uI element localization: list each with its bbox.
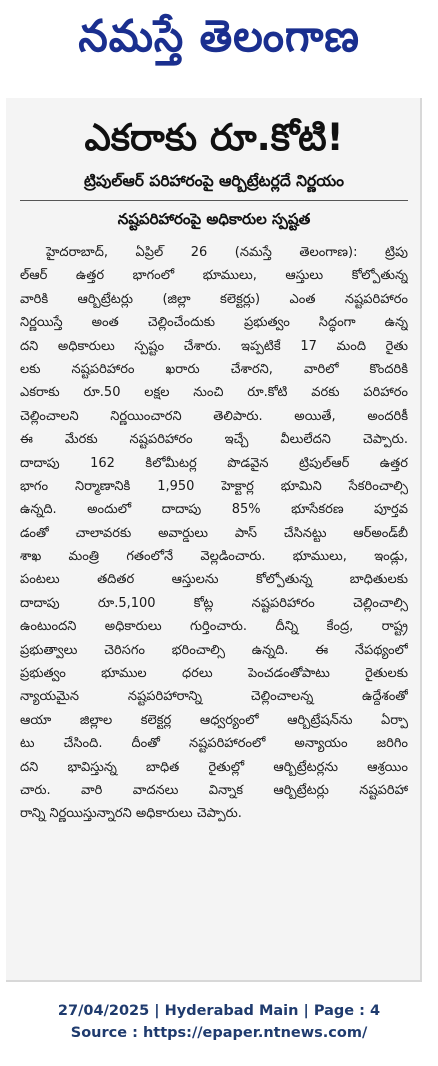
article-line: ఉంటుందని అధికారులు గుర్తించారు. దీన్ని కేంద్ర, రాష్ట్ర [20,619,408,635]
article-line: చారు. వారి వాదనలు విన్నాక ఆర్బిట్రేటర్లు నష్టపరిహా [20,782,408,798]
article-line: లకు నష్టపరిహారం ఖరారు చేశారని, వారిలో కొందరికి [20,361,408,377]
newspaper-masthead [0,0,438,84]
page-footer [0,1000,438,1044]
article-line: దని భావిస్తున్న బాధిత రైతుల్లో ఆర్బిట్రేటర్లను ఆశ్రయిం [20,759,408,775]
article-line: శాఖ మంత్రి గతంలోనే వెల్లడించారు. భూములు, ఇండ్లు, [20,549,408,565]
source-link[interactable]: Source : https://epaper.ntnews.com/ [70,1025,368,1041]
article-line: దాదాపు రూ.5,100 కోట్ల నష్టపరిహారం చెల్లించాల్సి [20,595,408,611]
article-line: దని అధికారులు స్పష్టం చేశారు. ఇప్పటికే 17 మంది రైతు [20,338,408,354]
divider [20,200,408,201]
article-headline: ఎకరాకు రూ.కోటి! [84,116,344,159]
article-subheadline: ట్రిపుల్‌ఆర్‌ పరిహారంపై ఆర్బిట్రేటర్లదే నిర్ణయం [83,172,345,190]
article-line: నిర్ణయిస్తే అంత చెల్లించేందుకు ప్రభుత్వం సిద్ధంగా ఉన్న [20,315,408,331]
article-line: హైదరాబాద్‌, ఏప్రిల్‌ 26 (నమస్తే తెలంగాణ): ట్రిపు [46,245,408,260]
article-line: ప్రభుత్వం భూముల ధరలు పెంచడంతోపాటు రైతులకు [20,666,408,682]
article-line: ఎకరాకు రూ.50 లక్షల నుంచి రూ.కోటి వరకు పరిహారం [20,385,408,401]
article-line: పంటలు తదితర ఆస్తులను కోల్పోతున్న బాధితులకు [20,572,408,588]
article-kicker: నష్టపరిహారంపై అధికారుల స్పష్టత [117,210,311,228]
article-line: ఉన్నది. అందులో దాదాపు 85% భూసేకరణ పూర్తవ [20,502,408,518]
article-line: ఆయా జిల్లాల కలెక్టర్ల ఆధ్వర్యంలో ఆర్బిట్రేషన్‌ను ఏర్పా [20,712,408,728]
article-line: డంతో చాలావరకు అవార్డులు పాస్‌ చేసినట్టు ఆర్‌అండ్‌బీ [20,525,408,541]
article-body [20,241,408,826]
article-line: ఈ మేరకు నష్టపరిహారం ఇచ్చే వీలులేదని చెప్పారు. [20,432,408,448]
article-line: దాదాపు 162 కిలోమీటర్ల పొడవైన ట్రిపుల్‌ఆర్‌ ఉత్తర [20,455,408,471]
article-line: వారికి ఆర్బిట్రేటర్లు (జిల్లా కలెక్టర్లు) ఎంత నష్టపరిహారం [20,291,408,307]
article-clipping [6,98,422,982]
edition-info: 27/04/2025 | Hyderabad Main | Page : 4 [57,1003,381,1019]
article-line: ల్‌ఆర్‌ ఉత్తర భాగంలో భూములు, ఆస్తులు కోల్పోతున్న [20,268,408,284]
article-line: టు చేసింది. దీంతో నష్టపరిహారంలో అన్యాయం జరిగిం [20,736,408,752]
article-line: భాగం నిర్మాణానికి 1,950 హెక్టార్ల భూమిని సేకరించాల్సి [20,478,408,494]
article-line: న్యాయమైన నష్టపరిహారాన్ని చెల్లించాలన్న ఉద్దేశంతో [20,689,408,705]
masthead-title: నమస్తే తెలంగాణ [78,11,360,62]
article-line: రాన్ని నిర్ణయిస్తున్నారని అధికారులు చెప్పారు. [20,806,242,822]
article-line: చెల్లించాలని నిర్ణయించారని తెలిపారు. అయితే, అందరికీ [20,408,408,424]
article-line: ప్రభుత్వాలు చెరిసగం భరించాల్సి ఉన్నది. ఈ నేపథ్యంలో [20,642,408,658]
